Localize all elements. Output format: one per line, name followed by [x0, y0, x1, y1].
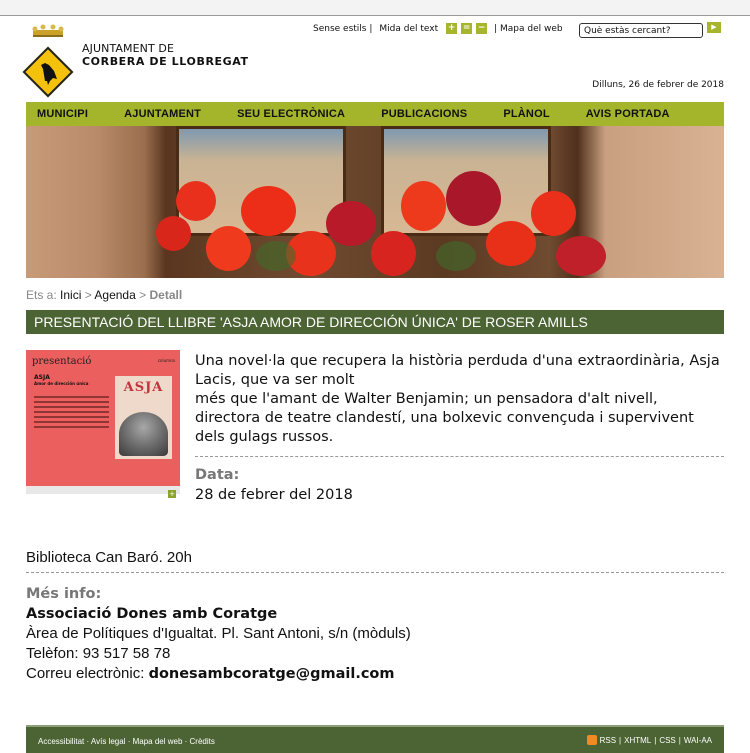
crown-icon	[31, 24, 65, 38]
browser-top-strip	[0, 0, 750, 16]
date-value: 28 de febrer del 2018	[195, 487, 353, 503]
email-link[interactable]: donesambcoratge@gmail.com	[148, 666, 395, 682]
nav-item-ajuntament[interactable]: AJUNTAMENT	[124, 108, 202, 120]
more-info-label: Més info:	[26, 586, 102, 602]
sitemap-link[interactable]: | Mapa del web	[494, 23, 563, 34]
event-location: Biblioteca Can Baró. 20h	[26, 549, 192, 566]
org-line-1: AJUNTAMENT DE	[82, 42, 175, 55]
breadcrumb-prefix: Ets a:	[26, 288, 57, 302]
breadcrumb-separator: >	[139, 288, 147, 302]
description-line-2: més que l'amant de Walter Benjamin; un pensadora d'alt nivell, directora de teatre clandestí, una bolxevic convençuda i supervivent dels gulags russos.	[195, 391, 694, 445]
footer-link-rss[interactable]: RSS	[599, 735, 617, 745]
footer-links: Accessibilitat · Avís legal · Mapa del web · Crèdits	[38, 737, 215, 746]
breadcrumb-current: Detall	[149, 288, 183, 302]
poster-publisher: columna	[157, 358, 175, 363]
nav-item-municipi[interactable]: MUNICIPI	[37, 108, 89, 120]
breadcrumb	[26, 288, 182, 302]
search-input[interactable]	[579, 23, 703, 38]
footer-link-accessibilitat[interactable]: Accessibilitat	[38, 737, 85, 746]
nav-item-seu-electronica[interactable]: SEU ELECTRÒNICA	[237, 108, 346, 120]
book-cover-portrait	[119, 412, 168, 456]
book-cover	[115, 376, 172, 459]
book-cover-title: ASJA	[123, 380, 164, 395]
breadcrumb-separator: >	[84, 288, 92, 302]
search-submit-button[interactable]: ▶	[707, 22, 721, 33]
divider	[26, 572, 724, 573]
footer	[26, 725, 724, 753]
nav-item-avis-portada[interactable]: AVIS PORTADA	[585, 108, 670, 120]
footer-link-xhtml[interactable]: XHTML	[624, 735, 652, 745]
event-poster[interactable]	[26, 350, 180, 486]
footer-standards: RSS | XHTML | CSS | WAI-AA	[587, 735, 712, 745]
footer-link-mapa-web[interactable]: Mapa del web	[132, 737, 183, 746]
increase-text-button[interactable]: +	[447, 23, 456, 33]
poster-book-title: ASJA	[34, 374, 50, 381]
footer-link-css[interactable]: CSS	[659, 735, 676, 745]
event-description	[195, 352, 724, 447]
footer-link-wai-aa[interactable]: WAI-AA	[683, 735, 712, 745]
page-title: PRESENTACIÓ DEL LLIBRE 'ASJA AMOR DE DIRECCIÓN ÚNICA' DE ROSER AMILLS	[26, 310, 724, 334]
footer-link-avis-legal[interactable]: Avís legal	[90, 737, 126, 746]
organization-name	[82, 42, 249, 68]
description-line-1: Una novel·la que recupera la història perduda d'una extraordinària, Asja Lacis, que va ser molt	[195, 353, 720, 388]
main-nav	[26, 102, 724, 126]
more-info-section	[26, 584, 411, 684]
phone-label: Telèfon:	[26, 645, 79, 662]
address: Àrea de Polítiques d'Igualtat. Pl. Sant Antoni, s/n (mòduls)	[26, 625, 411, 642]
phone-link[interactable]: 93 517 58 78	[82, 645, 171, 662]
nav-item-publicacions[interactable]: PUBLICACIONS	[381, 108, 468, 120]
poster-caption-bar	[26, 486, 180, 494]
no-styles-link[interactable]: Sense estils |	[313, 23, 373, 34]
organization-link[interactable]: Associació Dones amb Coratge	[26, 606, 278, 622]
nav-item-planol[interactable]: PLÀNOL	[503, 108, 550, 120]
current-date: Dilluns, 26 de febrer de 2018	[592, 80, 724, 90]
banner-image	[26, 126, 724, 278]
org-line-2: CORBERA DE LLOBREGAT	[82, 55, 249, 68]
footer-link-credits[interactable]: Crèdits	[189, 737, 215, 746]
poster-heading: presentació	[32, 356, 92, 367]
reset-text-button[interactable]: =	[462, 23, 471, 33]
breadcrumb-inici[interactable]: Inici	[60, 288, 82, 302]
geranium-flowers	[156, 171, 616, 278]
email-label: Correu electrònic:	[26, 665, 145, 682]
breadcrumb-agenda[interactable]: Agenda	[94, 288, 136, 302]
municipal-logo[interactable]	[26, 24, 76, 94]
poster-subtitle: Amor de dirección única	[34, 381, 89, 386]
text-size-label: Mida del text	[379, 23, 439, 34]
crow-icon	[38, 57, 60, 87]
poster-body-text	[34, 396, 109, 431]
expand-image-icon[interactable]: +	[169, 490, 175, 498]
decrease-text-button[interactable]: −	[477, 23, 486, 33]
date-label: Data:	[195, 467, 240, 483]
divider	[195, 456, 724, 457]
rss-icon[interactable]	[587, 735, 597, 745]
accessibility-tools	[313, 23, 563, 34]
